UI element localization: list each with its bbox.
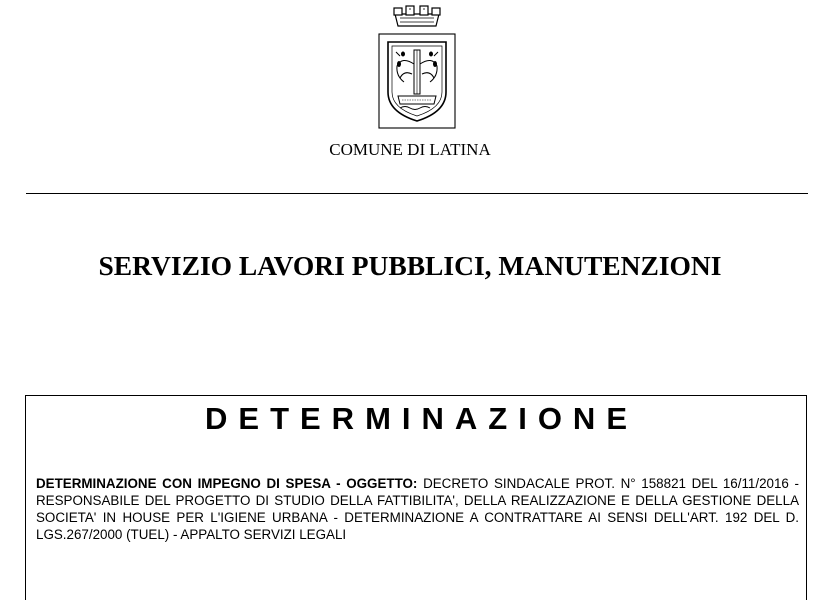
- determination-title: DETERMINAZIONE: [205, 401, 638, 436]
- municipality-name: COMUNE DI LATINA: [329, 140, 491, 159]
- coat-of-arms-icon: [370, 4, 464, 132]
- header-divider: [26, 193, 808, 194]
- determination-subject: [36, 475, 799, 543]
- determination-box: [25, 395, 807, 600]
- department-title: SERVIZIO LAVORI PUBBLICI, MANUTENZIONI: [98, 250, 722, 281]
- subject-lead: DETERMINAZIONE CON IMPEGNO DI SPESA - OGGETTO:: [36, 476, 418, 491]
- subject-body: DECRETO SINDACALE PROT. N° 158821 DEL 16/11/2016 - RESPONSABILE DEL PROGETTO DI STUDIO DELLA FATTIBILITA', DELLA REALIZZAZIONE E DELLA GESTIONE DELLA SOCIETA' IN HOUSE PER L'IGIENE URBANA - DETERMINAZIONE A CONTRATTARE AI SENSI DELL'ART. 192 DEL D. LGS.267/2000 (TUEL) - APPALTO SERVIZI LEGALI: [36, 476, 799, 542]
